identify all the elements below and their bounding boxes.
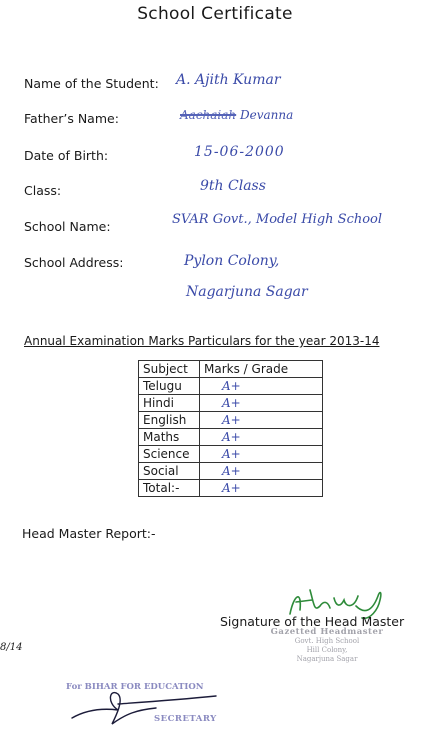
school-name-label: School Name: [24, 219, 111, 234]
student-name-value: A. Ajith Kumar [176, 72, 281, 88]
table-row [139, 378, 323, 395]
school-address-line2: Nagarjuna Sagar [186, 284, 308, 300]
grade-cell: A+ [200, 412, 323, 429]
stamp-line3: Nagarjuna Sagar [296, 655, 358, 663]
school-address-label: School Address: [24, 255, 124, 270]
class-value: 9th Class [200, 178, 266, 194]
table-row [139, 429, 323, 446]
head-master-report-label: Head Master Report:- [22, 526, 156, 541]
school-name-value: SVAR Govt., Model High School [172, 212, 383, 227]
grade-cell: A+ [200, 378, 323, 395]
grade-cell: A+ [200, 463, 323, 480]
head-master-signature-label: Signature of the Head Master [220, 614, 405, 629]
subject-column-header: Subject [139, 361, 200, 378]
grade-column-header: Marks / Grade [200, 361, 323, 378]
father-name-label: Father’s Name: [24, 111, 119, 126]
subject-cell: Total:- [139, 480, 200, 497]
father-name-value: Devanna [239, 108, 294, 122]
marks-table-header-row [139, 361, 323, 378]
document-title: School Certificate [137, 4, 293, 24]
marks-section-heading: Annual Examination Marks Particulars for the year 2013-14 [24, 334, 380, 348]
grade-cell: A+ [200, 395, 323, 412]
secretary-seal [66, 680, 236, 730]
father-name-struck-text: Aachaiah [180, 108, 237, 122]
stamp-line2: Hill Colony, [306, 646, 348, 654]
table-row [139, 480, 323, 497]
dob-value: 15-06-2000 [194, 144, 285, 160]
margin-date-mark: 8/14 [0, 642, 23, 653]
subject-cell: Maths [139, 429, 200, 446]
table-row [139, 412, 323, 429]
table-row [139, 463, 323, 480]
stamp-title: Gazetted Headmaster [270, 627, 384, 637]
school-address-line1: Pylon Colony, [184, 253, 280, 269]
subject-cell: Science [139, 446, 200, 463]
dob-label: Date of Birth: [24, 148, 109, 163]
grade-cell: A+ [200, 446, 323, 463]
grade-cell: A+ [200, 429, 323, 446]
student-name-label: Name of the Student: [24, 76, 159, 91]
table-row [139, 446, 323, 463]
subject-cell: Telugu [139, 378, 200, 395]
head-master-stamp [262, 628, 392, 664]
subject-cell: Hindi [139, 395, 200, 412]
subject-cell: English [139, 412, 200, 429]
grade-cell: A+ [200, 480, 323, 497]
table-row [139, 395, 323, 412]
seal-line2: SECRETARY [154, 714, 217, 724]
stamp-line1: Govt. High School [294, 637, 360, 645]
subject-cell: Social [139, 463, 200, 480]
seal-line1: For BIHAR FOR EDUCATION [66, 682, 204, 692]
class-label: Class: [24, 183, 62, 198]
marks-table [138, 360, 323, 497]
